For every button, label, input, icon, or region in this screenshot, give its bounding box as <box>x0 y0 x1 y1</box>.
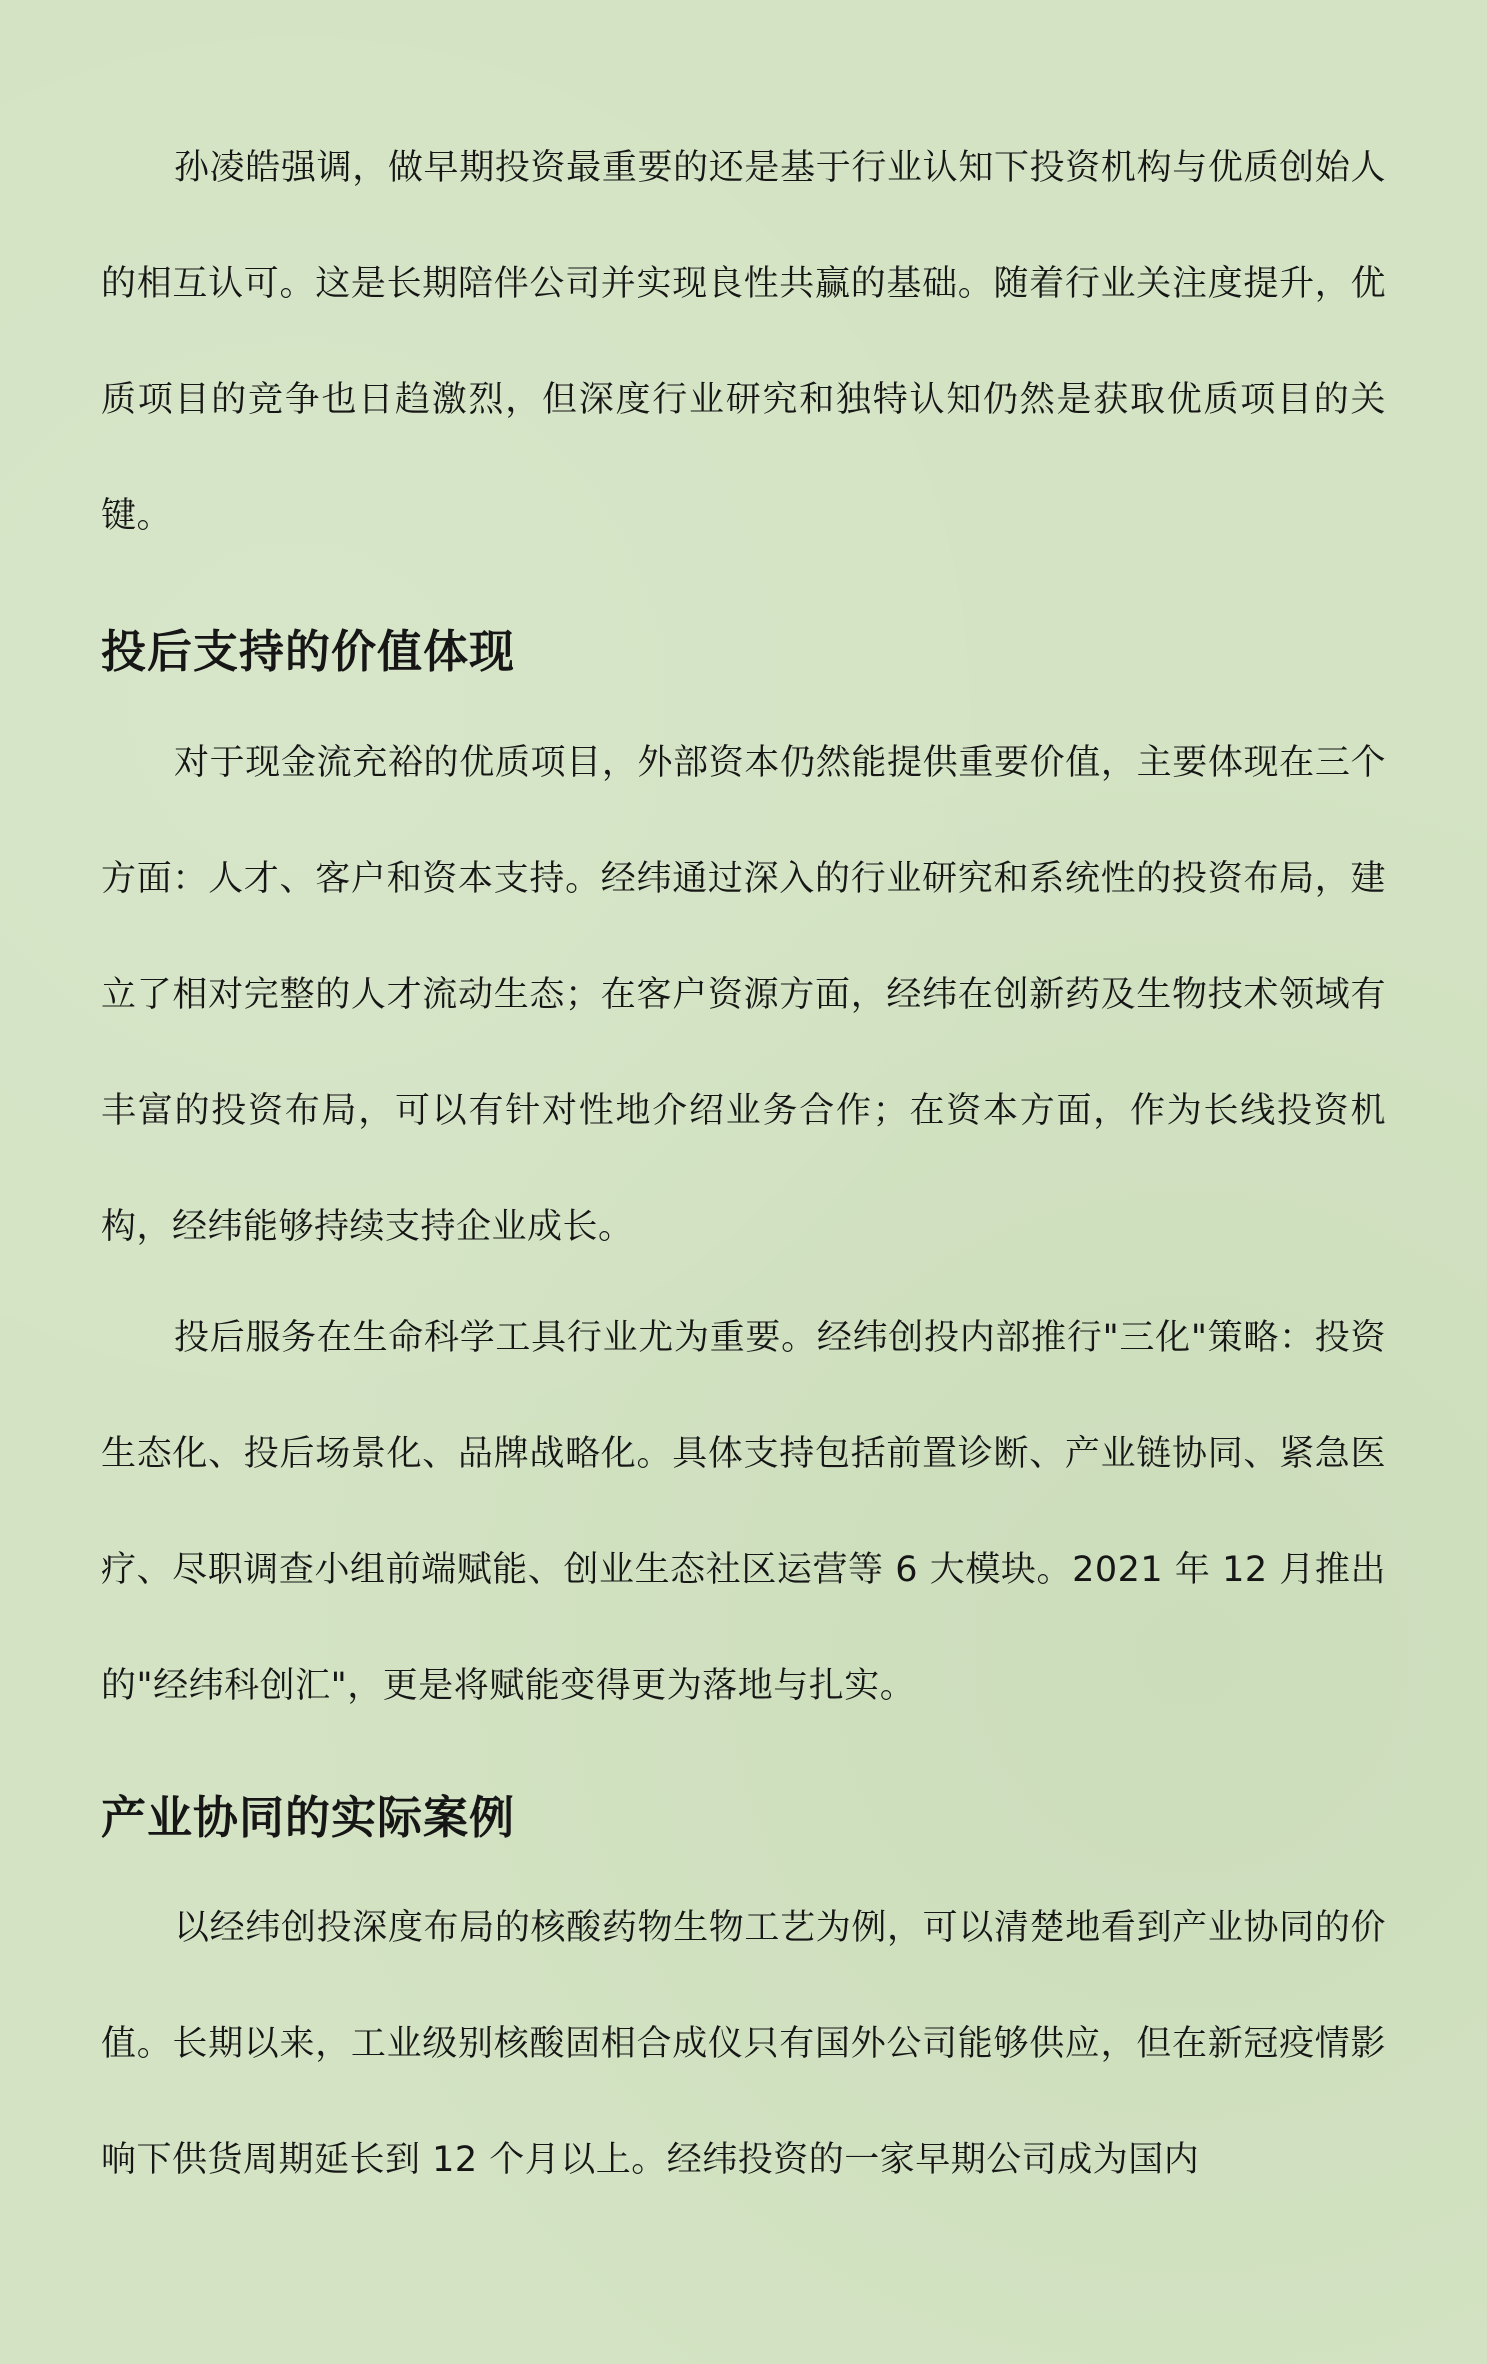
section-heading: 产业协同的实际案例 <box>101 1791 516 1844</box>
article-paragraph: 孙凌皓强调，做早期投资最重要的还是基于行业认知下投资机构与优质创始人的相互认可。这是长期陪伴公司并实现良性共赢的基础。随着行业关注度提升，优质项目的竞争也日趋激烈，但深度行业研究和独特认知仍然是获取优质项目的关键。 <box>101 148 1386 536</box>
article-paragraph: 对于现金流充裕的优质项目，外部资本仍然能提供重要价值，主要体现在三个方面：人才、客户和资本支持。经纬通过深入的行业研究和系统性的投资布局，建立了相对完整的人才流动生态；在客户资源方面，经纬在创新药及生物技术领域有丰富的投资布局，可以有针对性地介绍业务合作；在资本方面，作为长线投资机构，经纬能够持续支持企业成长。 <box>101 743 1386 1247</box>
article-paragraph: 以经纬创投深度布局的核酸药物生物工艺为例，可以清楚地看到产业协同的价值。长期以来，工业级别核酸固相合成仪只有国外公司能够供应，但在新冠疫情影响下供货周期延长到 12 个月以上。经纬投资的一家早期公司成为国内 <box>101 1908 1386 2180</box>
section-heading: 投后支持的价值体现 <box>101 625 516 678</box>
article-paragraph: 投后服务在生命科学工具行业尤为重要。经纬创投内部推行"三化"策略：投资生态化、投后场景化、品牌战略化。具体支持包括前置诊断、产业链协同、紧急医疗、尽职调查小组前端赋能、创业生态社区运营等 6 大模块。2021 年 12 月推出的"经纬科创汇"，更是将赋能变得更为落地与扎实。 <box>101 1318 1386 1706</box>
